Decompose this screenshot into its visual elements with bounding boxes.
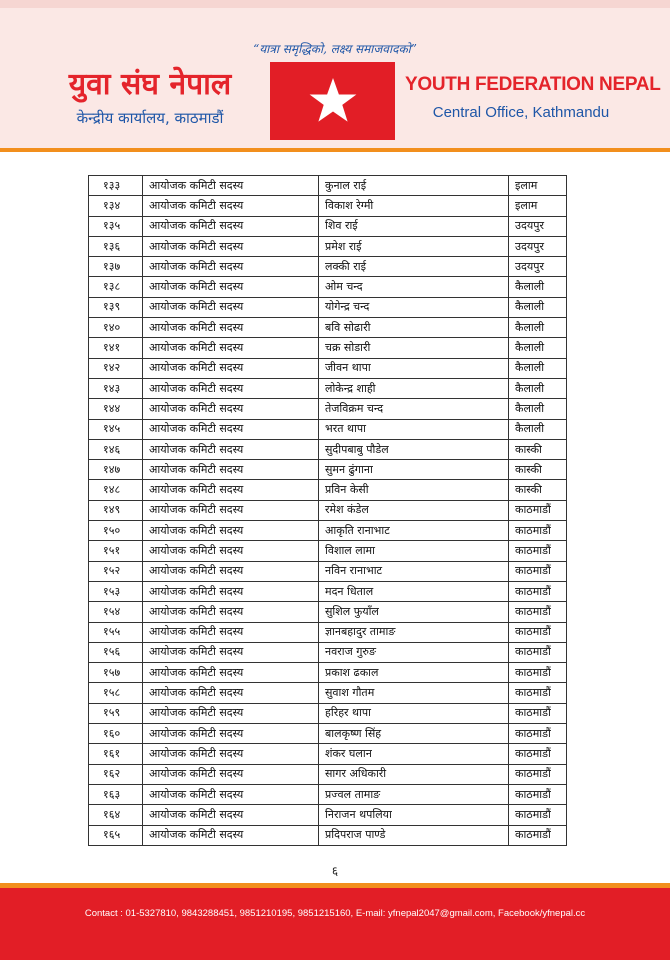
name-cell: मदन धिताल	[319, 581, 509, 601]
name-cell: आकृति रानाभाट	[319, 521, 509, 541]
name-cell: प्रदिपराज पाण्डे	[319, 825, 509, 845]
role-cell: आयोजक कमिटी सदस्य	[143, 784, 319, 804]
serial-number-cell: १३३	[89, 176, 143, 196]
role-cell: आयोजक कमिटी सदस्य	[143, 805, 319, 825]
table-row	[89, 419, 567, 439]
role-cell: आयोजक कमिटी सदस्य	[143, 439, 319, 459]
serial-number-cell: १३८	[89, 277, 143, 297]
letterhead	[0, 0, 670, 149]
role-cell: आयोजक कमिटी सदस्य	[143, 480, 319, 500]
name-cell: योगेन्द्र चन्द	[319, 297, 509, 317]
serial-number-cell: १५५	[89, 622, 143, 642]
district-cell: काठमाडौं	[509, 521, 567, 541]
role-cell: आयोजक कमिटी सदस्य	[143, 399, 319, 419]
serial-number-cell: १४५	[89, 419, 143, 439]
serial-number-cell: १६३	[89, 784, 143, 804]
header-divider	[0, 148, 670, 152]
name-cell: हरिहर थापा	[319, 703, 509, 723]
office-nepali: केन्द्रीय कार्यालय, काठमाडौं	[76, 109, 224, 127]
serial-number-cell: १६२	[89, 764, 143, 784]
district-cell: काठमाडौं	[509, 744, 567, 764]
table-row	[89, 196, 567, 216]
table-row	[89, 378, 567, 398]
name-cell: विशाल लामा	[319, 541, 509, 561]
table-row	[89, 277, 567, 297]
table-row	[89, 318, 567, 338]
table-row	[89, 663, 567, 683]
district-cell: काठमाडौं	[509, 642, 567, 662]
name-cell: प्रमेश राई	[319, 236, 509, 256]
name-cell: जीवन थापा	[319, 358, 509, 378]
serial-number-cell: १४३	[89, 378, 143, 398]
letterhead-top-edge	[0, 0, 670, 8]
table-row	[89, 399, 567, 419]
serial-number-cell: १६५	[89, 825, 143, 845]
district-cell: काठमाडौं	[509, 724, 567, 744]
role-cell: आयोजक कमिटी सदस्य	[143, 358, 319, 378]
name-cell: नविन रानाभाट	[319, 561, 509, 581]
district-cell: कैलाली	[509, 399, 567, 419]
role-cell: आयोजक कमिटी सदस्य	[143, 500, 319, 520]
serial-number-cell: १४२	[89, 358, 143, 378]
district-cell: कैलाली	[509, 297, 567, 317]
name-cell: प्रकाश ढकाल	[319, 663, 509, 683]
role-cell: आयोजक कमिटी सदस्य	[143, 196, 319, 216]
district-cell: कैलाली	[509, 338, 567, 358]
role-cell: आयोजक कमिटी सदस्य	[143, 318, 319, 338]
table-row	[89, 257, 567, 277]
district-cell: उदयपुर	[509, 257, 567, 277]
name-cell: निराजन थपलिया	[319, 805, 509, 825]
role-cell: आयोजक कमिटी सदस्य	[143, 764, 319, 784]
serial-number-cell: १३६	[89, 236, 143, 256]
office-english: Central Office, Kathmandu	[432, 104, 610, 121]
name-cell: लक्की राई	[319, 257, 509, 277]
table-row	[89, 622, 567, 642]
footer	[0, 888, 670, 960]
table-row	[89, 358, 567, 378]
name-cell: भरत थापा	[319, 419, 509, 439]
serial-number-cell: १५१	[89, 541, 143, 561]
table-row	[89, 216, 567, 236]
district-cell: काठमाडौं	[509, 825, 567, 845]
table-row	[89, 561, 567, 581]
table-row	[89, 236, 567, 256]
name-cell: रमेश कंडेल	[319, 500, 509, 520]
serial-number-cell: १३५	[89, 216, 143, 236]
district-cell: कैलाली	[509, 358, 567, 378]
district-cell: काठमाडौं	[509, 663, 567, 683]
district-cell: कास्की	[509, 480, 567, 500]
district-cell: कैलाली	[509, 318, 567, 338]
serial-number-cell: १३७	[89, 257, 143, 277]
member-table	[88, 175, 567, 846]
table-row	[89, 764, 567, 784]
org-name-nepali: युवा संघ नेपाल	[68, 67, 232, 102]
flag-logo	[270, 62, 395, 140]
role-cell: आयोजक कमिटी सदस्य	[143, 581, 319, 601]
district-cell: काठमाडौं	[509, 764, 567, 784]
table-row	[89, 176, 567, 196]
role-cell: आयोजक कमिटी सदस्य	[143, 236, 319, 256]
table-row	[89, 500, 567, 520]
name-cell: शिव राई	[319, 216, 509, 236]
table-row	[89, 602, 567, 622]
name-cell: प्रविन केसी	[319, 480, 509, 500]
role-cell: आयोजक कमिटी सदस्य	[143, 744, 319, 764]
serial-number-cell: १४६	[89, 439, 143, 459]
role-cell: आयोजक कमिटी सदस्य	[143, 277, 319, 297]
name-cell: सुवाश गौतम	[319, 683, 509, 703]
district-cell: उदयपुर	[509, 236, 567, 256]
serial-number-cell: १३९	[89, 297, 143, 317]
name-cell: कुनाल राई	[319, 176, 509, 196]
name-cell: शंकर घलान	[319, 744, 509, 764]
table-row	[89, 541, 567, 561]
district-cell: कास्की	[509, 460, 567, 480]
name-cell: सुदीपबाबु पौडेल	[319, 439, 509, 459]
table-row	[89, 703, 567, 723]
district-cell: कैलाली	[509, 378, 567, 398]
serial-number-cell: १६१	[89, 744, 143, 764]
table-row	[89, 480, 567, 500]
district-cell: इलाम	[509, 176, 567, 196]
name-cell: विकाश रेग्मी	[319, 196, 509, 216]
name-cell: सुशिल फुयाँल	[319, 602, 509, 622]
district-cell: काठमाडौं	[509, 805, 567, 825]
serial-number-cell: १५३	[89, 581, 143, 601]
serial-number-cell: १६४	[89, 805, 143, 825]
table-row	[89, 744, 567, 764]
serial-number-cell: १४७	[89, 460, 143, 480]
district-cell: काठमाडौं	[509, 602, 567, 622]
role-cell: आयोजक कमिटी सदस्य	[143, 703, 319, 723]
serial-number-cell: १५६	[89, 642, 143, 662]
org-name-english: YOUTH FEDERATION NEPAL	[405, 74, 661, 95]
serial-number-cell: १६०	[89, 724, 143, 744]
role-cell: आयोजक कमिटी सदस्य	[143, 642, 319, 662]
role-cell: आयोजक कमिटी सदस्य	[143, 683, 319, 703]
name-cell: नवराज गुरुङ	[319, 642, 509, 662]
table-row	[89, 642, 567, 662]
district-cell: काठमाडौं	[509, 703, 567, 723]
serial-number-cell: १४४	[89, 399, 143, 419]
district-cell: काठमाडौं	[509, 541, 567, 561]
page-number: ६	[331, 864, 339, 878]
serial-number-cell: १५२	[89, 561, 143, 581]
name-cell: बवि सोढारी	[319, 318, 509, 338]
serial-number-cell: १५९	[89, 703, 143, 723]
table-row	[89, 439, 567, 459]
role-cell: आयोजक कमिटी सदस्य	[143, 602, 319, 622]
role-cell: आयोजक कमिटी सदस्य	[143, 622, 319, 642]
district-cell: कैलाली	[509, 419, 567, 439]
name-cell: ज्ञानबहादुर तामाङ	[319, 622, 509, 642]
district-cell: काठमाडौं	[509, 622, 567, 642]
serial-number-cell: १५०	[89, 521, 143, 541]
serial-number-cell: १४९	[89, 500, 143, 520]
role-cell: आयोजक कमिटी सदस्य	[143, 724, 319, 744]
table-row	[89, 825, 567, 845]
table-row	[89, 521, 567, 541]
role-cell: आयोजक कमिटी सदस्य	[143, 176, 319, 196]
name-cell: चक्र सोडारी	[319, 338, 509, 358]
serial-number-cell: १४८	[89, 480, 143, 500]
role-cell: आयोजक कमिटी सदस्य	[143, 460, 319, 480]
slogan: “यात्रा समृद्धिको, लक्ष्य समाजवादको”	[253, 42, 417, 56]
table-row	[89, 581, 567, 601]
table-row	[89, 297, 567, 317]
role-cell: आयोजक कमिटी सदस्य	[143, 561, 319, 581]
name-cell: तेजविक्रम चन्द	[319, 399, 509, 419]
star-icon	[308, 76, 358, 126]
district-cell: उदयपुर	[509, 216, 567, 236]
serial-number-cell: १३४	[89, 196, 143, 216]
serial-number-cell: १४१	[89, 338, 143, 358]
serial-number-cell: १५४	[89, 602, 143, 622]
table-row	[89, 683, 567, 703]
role-cell: आयोजक कमिटी सदस्य	[143, 338, 319, 358]
district-cell: काठमाडौं	[509, 561, 567, 581]
role-cell: आयोजक कमिटी सदस्य	[143, 297, 319, 317]
name-cell: लोकेन्द्र शाही	[319, 378, 509, 398]
district-cell: काठमाडौं	[509, 500, 567, 520]
table-row	[89, 338, 567, 358]
table-row	[89, 784, 567, 804]
member-table-body	[89, 176, 567, 846]
district-cell: इलाम	[509, 196, 567, 216]
district-cell: कास्की	[509, 439, 567, 459]
serial-number-cell: १५७	[89, 663, 143, 683]
role-cell: आयोजक कमिटी सदस्य	[143, 541, 319, 561]
name-cell: ओम चन्द	[319, 277, 509, 297]
footer-contact: Contact : 01-5327810, 9843288451, 9851210195, 9851215160, E-mail: yfnepal2047@gmail.com, Facebook/yfnepal.cc	[84, 908, 586, 919]
name-cell: बालकृष्ण सिंह	[319, 724, 509, 744]
district-cell: काठमाडौं	[509, 581, 567, 601]
role-cell: आयोजक कमिटी सदस्य	[143, 378, 319, 398]
role-cell: आयोजक कमिटी सदस्य	[143, 216, 319, 236]
name-cell: प्रज्वल तामाङ	[319, 784, 509, 804]
table-row	[89, 805, 567, 825]
serial-number-cell: १५८	[89, 683, 143, 703]
name-cell: सुमन ढुंगाना	[319, 460, 509, 480]
role-cell: आयोजक कमिटी सदस्य	[143, 521, 319, 541]
name-cell: सागर अधिकारी	[319, 764, 509, 784]
district-cell: काठमाडौं	[509, 683, 567, 703]
role-cell: आयोजक कमिटी सदस्य	[143, 825, 319, 845]
role-cell: आयोजक कमिटी सदस्य	[143, 257, 319, 277]
role-cell: आयोजक कमिटी सदस्य	[143, 419, 319, 439]
role-cell: आयोजक कमिटी सदस्य	[143, 663, 319, 683]
serial-number-cell: १४०	[89, 318, 143, 338]
table-row	[89, 724, 567, 744]
table-row	[89, 460, 567, 480]
district-cell: काठमाडौं	[509, 784, 567, 804]
district-cell: कैलाली	[509, 277, 567, 297]
